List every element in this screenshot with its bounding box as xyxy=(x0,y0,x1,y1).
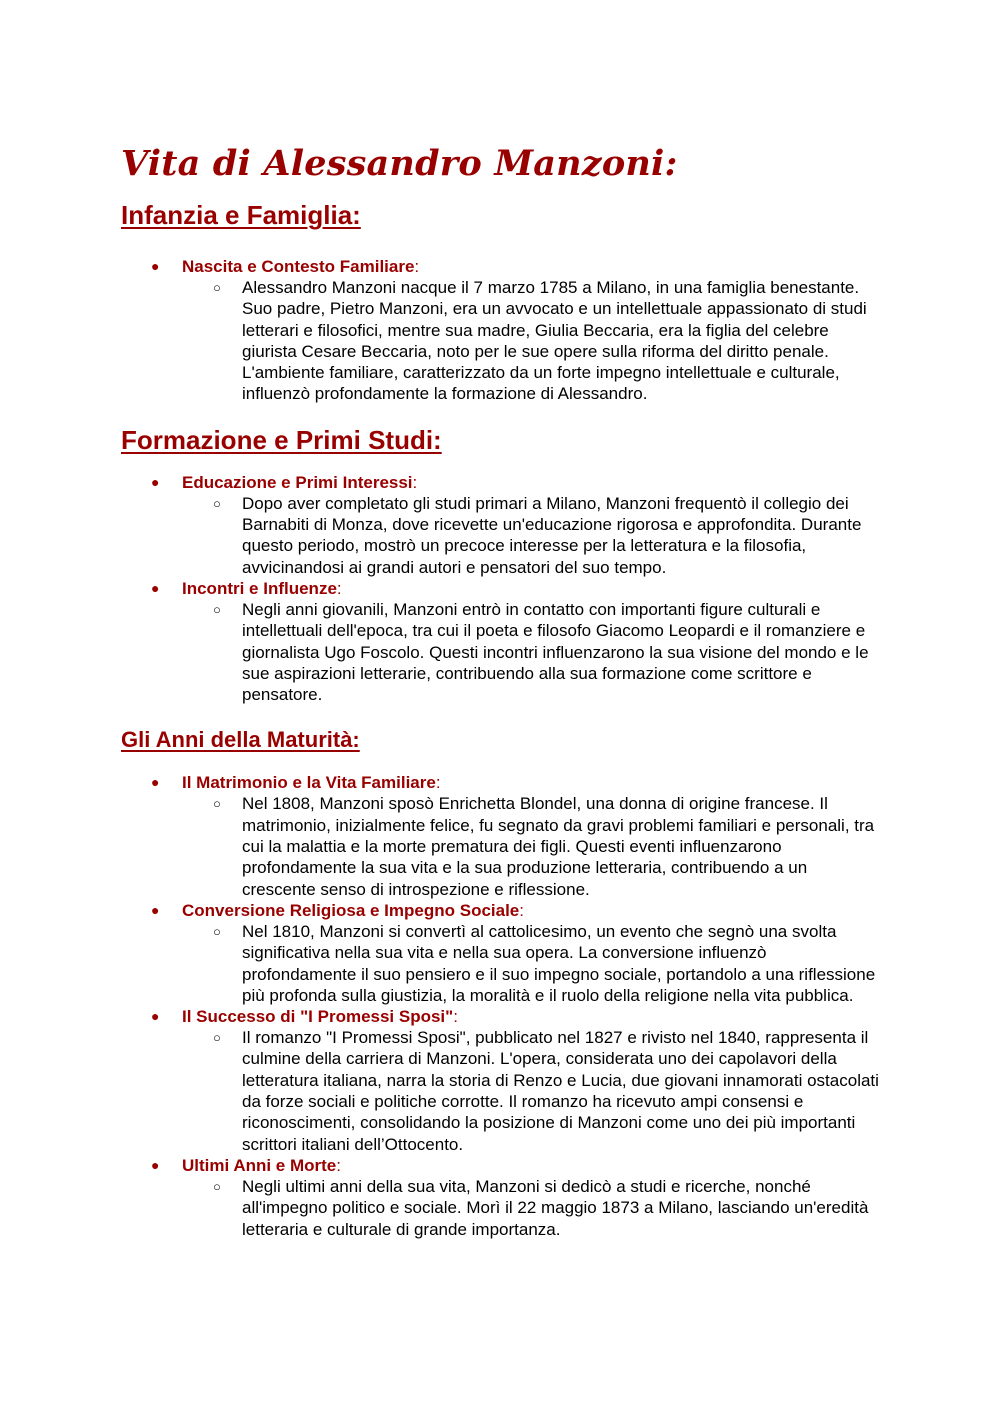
section-list-infanzia xyxy=(121,256,881,405)
bullet-icon: ● xyxy=(151,1156,160,1173)
topic-title: Il Successo di "I Promessi Sposi" xyxy=(182,1007,454,1027)
sub-item xyxy=(121,1176,881,1240)
circle-bullet-icon: ○ xyxy=(213,796,221,812)
section-heading-maturita: Gli Anni della Maturità: xyxy=(121,727,360,753)
topic-colon: : xyxy=(336,578,342,598)
bullet-icon: ● xyxy=(151,774,160,791)
circle-bullet-icon: ○ xyxy=(213,1030,221,1046)
sub-item-text: Nel 1808, Manzoni sposò Enrichetta Blondel, una donna di origine francese. Il matrimonio, inizialmente felice, fu segnato da gravi problemi familiari e personali, tra cui la malattia e la morte prematura dei figli. Questi eventi influenzarono profondamente la sua vita e la sua produzione letteraria, contribuendo a un crescente senso di introspezione e riflessione. xyxy=(242,794,875,899)
topic-colon: : xyxy=(453,1007,458,1027)
topic-title: Il Matrimonio e la Vita Familiare xyxy=(182,773,436,793)
sub-item xyxy=(121,493,881,578)
sub-item xyxy=(121,599,881,705)
list-item xyxy=(121,900,881,1006)
topic-title: Ultimi Anni e Morte xyxy=(182,1155,337,1175)
sub-item-text: Dopo aver completato gli studi primari a Milano, Manzoni frequentò il collegio dei Barnabiti di Monza, dove ricevette un'educazione rigorosa e approfondita. Durante questo periodo, mostrò un precoce interesse per la letteratura e la filosofia, avvicinandosi ai grandi autori e pensatori del suo tempo. xyxy=(242,493,862,577)
sub-item-text: Alessandro Manzoni nacque il 7 marzo 1785 a Milano, in una famiglia benestante. Suo padre, Pietro Manzoni, era un avvocato e un intellettuale appassionato di studi letterari e filosofici, mentre sua madre, Giulia Beccaria, era la figlia del celebre giurista Cesare Beccaria, noto per le sue opere sulla riforma del diritto penale. L'ambiente familiare, caratterizzato da un forte impegno intellettuale e culturale, influenzò profondamente la formazione di Alessandro. xyxy=(242,278,867,404)
sub-item-text: Nel 1810, Manzoni si convertì al cattolicesimo, un evento che segnò una svolta significativa nella sua vita e nella sua opera. La conversione influenzò profondamente il suo pensiero e il suo impegno sociale, portandolo a una riflessione più profonda sulla giustizia, la moralità e il ruolo della religione nella vita pubblica. xyxy=(242,921,876,1005)
document-title: Vita di Alessandro Manzoni: xyxy=(121,143,678,184)
list-item xyxy=(121,472,881,578)
circle-bullet-icon: ○ xyxy=(213,495,221,511)
topic-title: Incontri e Influenze xyxy=(182,578,337,598)
circle-bullet-icon: ○ xyxy=(213,923,221,939)
bullet-icon: ● xyxy=(151,258,160,274)
topic-title: Nascita e Contesto Familiare xyxy=(182,257,415,276)
topic-colon: : xyxy=(519,900,524,920)
topic-colon: : xyxy=(414,257,420,276)
section-list-maturita xyxy=(121,772,881,1239)
sub-item xyxy=(121,277,881,405)
section-heading-formazione: Formazione e Primi Studi: xyxy=(121,424,442,455)
sub-item-text: Negli anni giovanili, Manzoni entrò in contatto con importanti figure culturali e intellettuali dell'epoca, tra cui il poeta e filosofo Giacomo Leopardi e il romanziere e giornalista Ugo Foscolo. Questi incontri influenzarono la sua visione del mondo e le sue aspirazioni letterarie, contribuendo alla sua formazione come scrittore e pensatore. xyxy=(242,599,869,705)
document-page xyxy=(121,140,881,1240)
sub-item-text: Negli ultimi anni della sua vita, Manzoni si dedicò a studi e ricerche, nonché all'impegno politico e sociale. Morì il 22 maggio 1873 a Milano, lasciando un'eredità letteraria e culturale di grande importanza. xyxy=(242,1176,869,1239)
topic-colon: : xyxy=(412,472,418,492)
list-item xyxy=(121,256,881,405)
list-item xyxy=(121,578,881,705)
list-item xyxy=(121,1006,881,1155)
topic-colon: : xyxy=(336,1155,341,1175)
circle-bullet-icon: ○ xyxy=(213,601,221,617)
sub-item xyxy=(121,1027,881,1155)
circle-bullet-icon: ○ xyxy=(213,280,221,295)
bullet-icon: ● xyxy=(151,901,160,918)
list-item xyxy=(121,772,881,899)
bullet-icon: ● xyxy=(151,473,160,490)
topic-colon: : xyxy=(435,773,441,793)
bullet-icon: ● xyxy=(151,579,160,596)
topic-title: Educazione e Primi Interessi xyxy=(182,472,413,492)
sub-item xyxy=(121,793,881,899)
section-list-formazione xyxy=(121,472,881,706)
sub-item xyxy=(121,921,881,1006)
section-heading-infanzia: Infanzia e Famiglia: xyxy=(121,200,361,230)
bullet-icon: ● xyxy=(151,1008,160,1025)
topic-title: Conversione Religiosa e Impegno Sociale xyxy=(182,900,520,920)
list-item xyxy=(121,1155,881,1240)
sub-item-text: Il romanzo "I Promessi Sposi", pubblicato nel 1827 e rivisto nel 1840, rappresenta il culmine della carriera di Manzoni. L'opera, considerata uno dei capolavori della letteratura italiana, narra la storia di Renzo e Lucia, due giovani innamorati ostacolati da forze sociali e politiche corrotte. Il romanzo ha ricevuto ampi consensi e riconoscimenti, consolidando la posizione di Manzoni come uno dei più importanti scrittori italiani dell’Ottocento. xyxy=(242,1028,879,1154)
circle-bullet-icon: ○ xyxy=(213,1178,221,1194)
